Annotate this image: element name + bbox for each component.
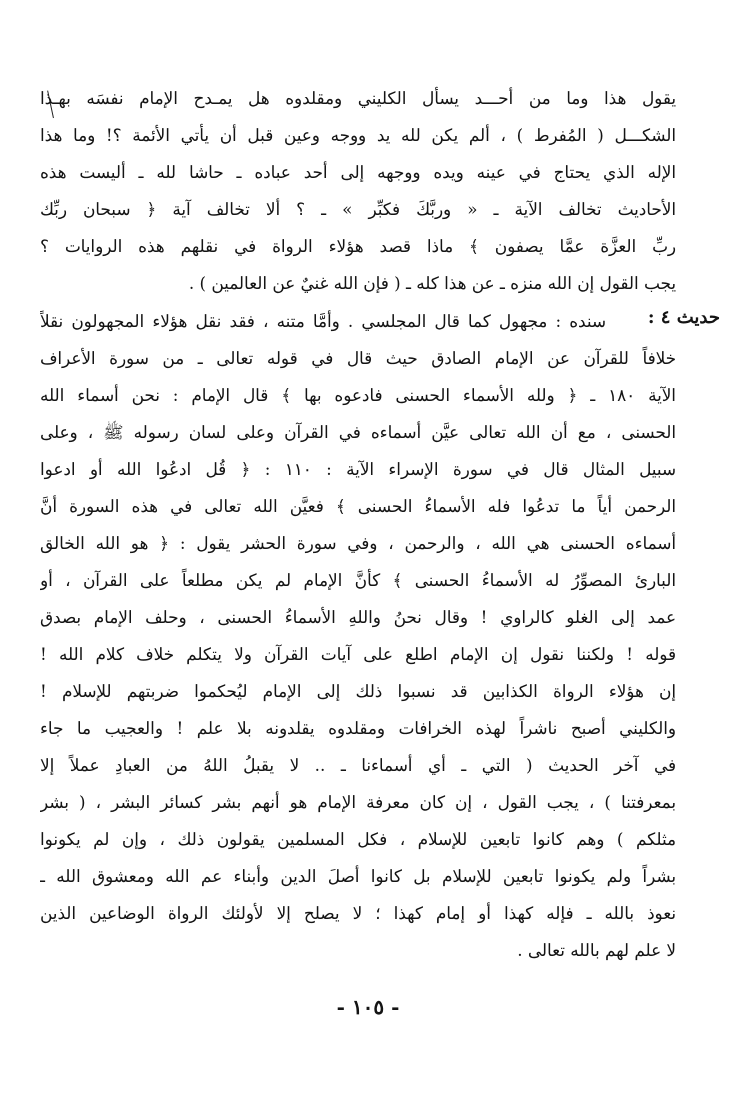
text-line: سنده : مجهول كما قال المجلسي . وأمَّا متنه ، فقد نقل هؤلاء المجهولون نقلاً — [40, 311, 606, 331]
text-line: إن هؤلاء الرواة الكذابين قد نسبوا ذلك إلى الإمام ليُحكموا ضربتهم للإسلام ! — [40, 681, 676, 701]
page-number: - ١٠٥ - — [336, 995, 400, 1019]
text-line: بشراً ولم يكونوا تابعين للإسلام بل كانوا أصلَ الدين وأبناء عم الله ومعشوق الله ـ — [40, 866, 676, 886]
text-line: نعوذ بالله ـ فإله كهذا أو إمام كهذا ؛ لا يصلح إلا لأولئك الرواة الوضاعين الذين — [40, 903, 676, 923]
text-line: بمعرفتنا ) ، يجب القول ، إن كان معرفة الإمام هو أنهم بشر كسائر البشر ، ( بشر — [40, 792, 676, 812]
text-line: عمد إلى الغلو كالراوي ! وقال نحنُ واللهِ الأسماءُ الحسنى ، وحلف الإمام بصدق — [40, 607, 676, 627]
text-line: في آخر الحديث ( التي ـ أي أسماءنا ـ .. لا يقبلُ اللهُ من العبادِ عملاً إلا — [40, 755, 676, 775]
text-line: قوله ! ولكننا نقول إن الإمام اطلع على آيات القرآن ولا يتكلم خلاف كلام الله ! — [40, 644, 676, 664]
text-line: لا علم لهم بالله تعالى . — [517, 940, 676, 960]
text-line: الأحاديث تخالف الآية ـ « وربَّكَ فكبِّر » ـ ؟ ألا تخالف آية ﴿ سبحان ربِّك — [40, 199, 676, 219]
text-line: الشكـــل ( المُفرط ) ، ألم يكن لله يد ووجه وعين قبل أن يأتي الأئمة ؟! وما هذا — [40, 125, 676, 145]
text-line: الآية ١٨٠ ـ ﴿ ولله الأسماء الحسنى فادعوه بها ﴾ قال الإمام : نحن أسماء الله — [40, 385, 676, 405]
text-line: سبيل المثال قال في سورة الإسراء الآية : ١١٠ : ﴿ قُل ادعُوا الله أو ادعوا — [40, 459, 676, 479]
text-line: البارئ المصوِّرُ له الأسماءُ الحسنى ﴾ كأنَّ الإمام لم يكن مطلعاً على القرآن ، أو — [40, 570, 676, 590]
text-line: الإله الذي يحتاج في عينه ويده ووجهه إلى أحد عباده ـ حاشا لله ـ أليست هذه — [40, 162, 676, 182]
text-line: ربِّ العزَّة عمَّا يصفون ﴾ ماذا قصد هؤلاء الرواة في نقلهم هذه الروايات ؟ — [40, 236, 676, 256]
text-line: أسماءه الحسنى هي الله ، والرحمن ، وفي سورة الحشر يقول : ﴿ هو الله الخالق — [40, 533, 676, 553]
hadith-label: حديث ٤ : — [647, 307, 720, 328]
text-line: الحسنى ، مع أن الله تعالى عيَّن أسماءه في القرآن وعلى لسان رسوله ﷺ ، وعلى — [40, 422, 676, 442]
text-line: يجب القول إن الله منزه ـ عن هذا كله ـ ( فإن الله غنيٌ عن العالمين ) . — [188, 273, 676, 293]
text-line: مثلكم ) وهم كانوا تابعين للإسلام ، فكل المسلمين يقولون ذلك ، وإن لم يكونوا — [40, 829, 676, 849]
text-line: والكليني أصبح ناشراً لهذه الخرافات ومقلدوه يقلدونه بلا علم ! والعجيب ما جاء — [40, 718, 676, 738]
text-line: الرحمن أياً ما تدعُوا فله الأسماءُ الحسنى ﴾ فعيَّن الله تعالى في هذه السورة أنَّ — [40, 496, 676, 516]
text-line: يقول هذا وما من أحـــد يسأل الكليني ومقلدوه هل يمـدح الإمام نفسَه بهـذا — [40, 88, 676, 108]
text-line: خلافاً للقرآن عن الإمام الصادق حيث قال في قوله تعالى ـ من سورة الأعراف — [40, 348, 676, 368]
